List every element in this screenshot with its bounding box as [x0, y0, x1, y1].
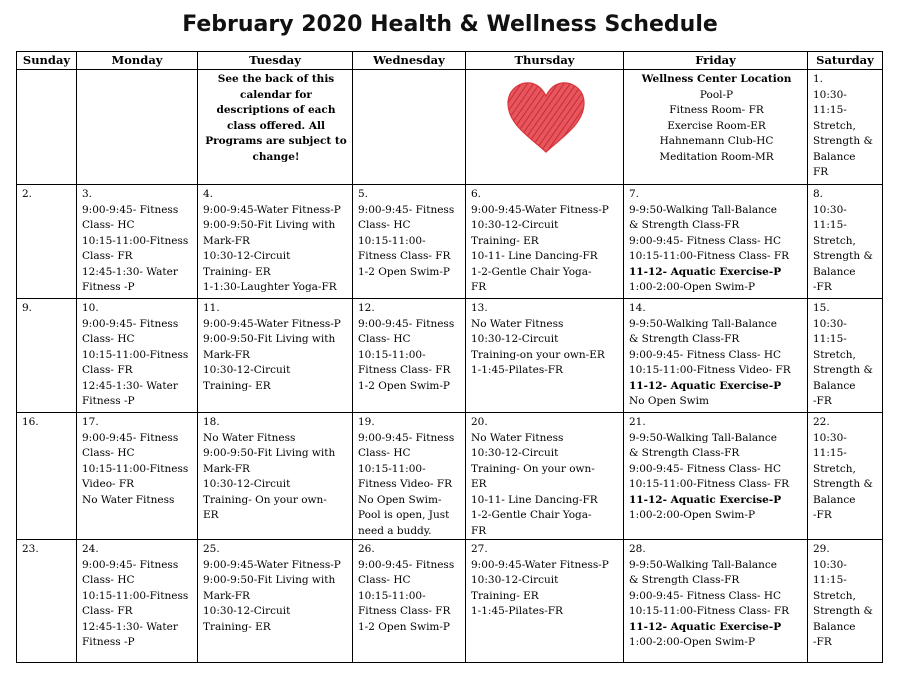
class-entry: 1-1:30-Laughter Yoga-FR	[203, 281, 337, 293]
day-header-saturday: Saturday	[808, 52, 883, 70]
day-cell-tuesday	[198, 540, 353, 663]
class-entry: Training- ER	[471, 589, 539, 602]
class-entry: Balance	[813, 379, 856, 392]
day-number: 28.	[629, 543, 646, 555]
class-entry: 10:15-11:00-	[358, 462, 426, 475]
class-entry: Strength &	[813, 364, 873, 376]
day-number: 6.	[471, 188, 482, 200]
day-number: 29.	[813, 543, 830, 555]
class-entry: & Strength Class-FR	[629, 574, 740, 586]
class-entry: 11-12- Aquatic Exercise-P	[629, 379, 782, 392]
class-entry: ER	[471, 478, 487, 490]
day-header-wednesday: Wednesday	[353, 52, 466, 70]
class-entry: 11:15-	[813, 219, 847, 231]
day-number: 25.	[203, 543, 220, 555]
day-cell-monday	[77, 185, 198, 299]
class-entry: 12:45-1:30- Water	[82, 265, 178, 278]
class-entry: 10:30-12-Circuit	[471, 333, 559, 345]
class-entry: Strength &	[813, 135, 873, 147]
class-entry: No Open Swim	[629, 395, 709, 407]
day-cell-monday	[77, 413, 198, 540]
class-entry: Training- ER	[203, 379, 271, 392]
class-entry: Stretch,	[813, 462, 856, 475]
class-entry: -FR	[813, 509, 832, 521]
class-entry: Training- On your own-	[203, 493, 327, 506]
class-entry: 1-2 Open Swim-P	[358, 379, 450, 392]
class-entry: Balance	[813, 620, 856, 633]
day-cell-sunday	[17, 299, 77, 413]
location-item: Hahnemann Club-HC	[659, 135, 774, 147]
schedule-note: See the back of this calendar for descriptions of each class offered. All Programs are subject to change!	[198, 70, 353, 185]
class-entry: 1-2 Open Swim-P	[358, 620, 450, 633]
class-entry: 10:15-11:00-Fitness Class- FR	[629, 478, 790, 490]
class-entry: Balance	[813, 493, 856, 506]
day-cell-thursday	[466, 540, 624, 663]
class-entry: 9:00-9:45- Fitness Class- HC	[629, 462, 782, 475]
class-entry: 10:30-12-Circuit	[203, 364, 291, 376]
location-item: Meditation Room-MR	[659, 150, 774, 163]
class-entry: need a buddy.	[358, 524, 432, 537]
class-entry: 1-2 Open Swim-P	[358, 265, 450, 278]
day-cell-saturday	[808, 299, 883, 413]
day-number: 23.	[22, 543, 39, 555]
day-cell-monday	[77, 299, 198, 413]
heart-cell	[466, 70, 624, 185]
class-entry: Mark-FR	[203, 462, 250, 475]
class-entry: FR	[471, 281, 487, 293]
class-entry: 9:00-9:45-Water Fitness-P	[471, 203, 609, 216]
class-entry: 9:00-9:45-Water Fitness-P	[203, 203, 341, 216]
class-entry: 9-9:50-Walking Tall-Balance	[629, 558, 777, 571]
day-number: 8.	[813, 188, 824, 200]
class-entry: 9:00-9:45- Fitness	[82, 203, 179, 216]
class-entry: 9:00-9:45- Fitness	[358, 431, 455, 444]
class-entry: 10:15-11:00-Fitness	[82, 234, 189, 247]
class-entry: 9:00-9:45- Fitness	[82, 431, 179, 444]
class-entry: 10:30-	[813, 317, 847, 330]
class-entry: 10:30-12-Circuit	[471, 219, 559, 231]
class-entry: 10:15-11:00-	[358, 589, 426, 602]
class-entry: Stretch,	[813, 348, 856, 361]
week-row	[17, 70, 883, 185]
class-entry: 11:15-	[813, 447, 847, 459]
class-entry: Balance	[813, 150, 856, 163]
class-entry: Fitness Class- FR	[358, 605, 451, 617]
class-entry: 11:15-	[813, 574, 847, 586]
class-entry: 1:00-2:00-Open Swim-P	[629, 281, 756, 293]
day-number: 14.	[629, 302, 646, 314]
class-entry: ER	[203, 509, 219, 521]
day-number: 3.	[82, 188, 93, 200]
class-entry: 10:15-11:00-Fitness	[82, 462, 189, 475]
class-entry: Video- FR	[82, 478, 135, 490]
class-entry: No Water Fitness	[471, 431, 564, 444]
day-number: 5.	[358, 188, 369, 200]
class-entry: FR	[471, 524, 487, 537]
day-cell-sunday	[17, 185, 77, 299]
day-cell-saturday	[808, 185, 883, 299]
day-cell-thursday	[466, 413, 624, 540]
class-entry: 1-1:45-Pilates-FR	[471, 364, 563, 376]
class-entry: Stretch,	[813, 234, 856, 247]
class-entry: Training- ER	[203, 265, 271, 278]
location-item: Fitness Room- FR	[669, 104, 764, 116]
class-entry: Fitness Class- FR	[358, 250, 451, 262]
day-cell-saturday	[808, 540, 883, 663]
class-entry: Class- FR	[82, 364, 133, 376]
empty-day-cell	[353, 70, 466, 185]
day-number: 18.	[203, 416, 220, 428]
page-title: February 2020 Health & Wellness Schedule	[182, 12, 718, 37]
day-number: 10.	[82, 302, 99, 314]
day-number: 26.	[358, 543, 375, 555]
week-row	[17, 299, 883, 413]
class-entry: Stretch,	[813, 119, 856, 132]
day-header-tuesday: Tuesday	[198, 52, 353, 70]
class-entry: 10:15-11:00-Fitness	[82, 589, 189, 602]
class-entry: 11:15-	[813, 104, 847, 116]
day-number: 9.	[22, 302, 33, 314]
class-entry: Training- ER	[471, 234, 539, 247]
class-entry: 9:00-9:45-Water Fitness-P	[203, 317, 341, 330]
class-entry: 10:15-11:00-Fitness Video- FR	[629, 364, 791, 376]
class-entry: Mark-FR	[203, 589, 250, 602]
day-cell-wednesday	[353, 413, 466, 540]
class-entry: No Open Swim-	[358, 493, 442, 506]
day-number: 20.	[471, 416, 488, 428]
weekday-header-row	[17, 52, 883, 70]
class-entry: 9:00-9:45- Fitness	[358, 558, 455, 571]
class-entry: 10-11- Line Dancing-FR	[471, 250, 598, 262]
location-item: Exercise Room-ER	[667, 119, 766, 132]
week-row	[17, 185, 883, 299]
day-cell-friday	[624, 413, 808, 540]
class-entry: 11-12- Aquatic Exercise-P	[629, 265, 782, 278]
day-cell-sunday	[17, 413, 77, 540]
day-cell-friday	[624, 540, 808, 663]
class-entry: 9:00-9:45- Fitness	[82, 558, 179, 571]
day-number: 2.	[22, 188, 33, 200]
day-cell-wednesday	[353, 185, 466, 299]
class-entry: Class- FR	[82, 605, 133, 617]
class-entry: 10:30-	[813, 88, 847, 101]
class-entry: & Strength Class-FR	[629, 333, 740, 345]
location-legend-title: Wellness Center Location	[641, 73, 792, 85]
class-entry: 10:30-12-Circuit	[203, 478, 291, 490]
class-entry: 10:15-11:00-Fitness Class- FR	[629, 250, 790, 262]
class-entry: 9:00-9:45- Fitness Class- HC	[629, 348, 782, 361]
class-entry: 10:30-12-Circuit	[471, 574, 559, 586]
day-header-thursday: Thursday	[466, 52, 624, 70]
class-entry: & Strength Class-FR	[629, 219, 740, 231]
day-cell-monday	[77, 540, 198, 663]
class-entry: FR	[813, 166, 829, 178]
class-entry: Class- HC	[82, 447, 135, 459]
day-cell-friday	[624, 299, 808, 413]
class-entry: 9:00-9:45-Water Fitness-P	[471, 558, 609, 571]
class-entry: No Water Fitness	[203, 431, 296, 444]
class-entry: 9:00-9:45- Fitness	[82, 317, 179, 330]
class-entry: 1-1:45-Pilates-FR	[471, 605, 563, 617]
day-number: 16.	[22, 416, 39, 428]
class-entry: 9-9:50-Walking Tall-Balance	[629, 431, 777, 444]
class-entry: Strength &	[813, 605, 873, 617]
class-entry: 10:30-	[813, 203, 847, 216]
class-entry: 9:00-9:45- Fitness	[358, 317, 455, 330]
day-number: 12.	[358, 302, 375, 314]
day-number: 13.	[471, 302, 488, 314]
class-entry: -FR	[813, 395, 832, 407]
class-entry: Fitness -P	[82, 395, 135, 407]
day-cell-tuesday	[198, 185, 353, 299]
class-entry: 10:15-11:00-	[358, 234, 426, 247]
class-entry: Class- FR	[82, 250, 133, 262]
day-cell-wednesday	[353, 540, 466, 663]
class-entry: 1:00-2:00-Open Swim-P	[629, 509, 756, 521]
class-entry: 1:00-2:00-Open Swim-P	[629, 636, 756, 648]
class-entry: Mark-FR	[203, 348, 250, 361]
class-entry: Class- HC	[82, 219, 135, 231]
class-entry: 9-9:50-Walking Tall-Balance	[629, 317, 777, 330]
class-entry: Class- HC	[358, 574, 411, 586]
schedule-calendar	[16, 51, 883, 663]
class-entry: Training- ER	[203, 620, 271, 633]
day-number: 15.	[813, 302, 830, 314]
class-entry: 11-12- Aquatic Exercise-P	[629, 493, 782, 506]
day-cell	[808, 70, 883, 185]
class-entry: 10:15-11:00-	[358, 348, 426, 361]
class-entry: Fitness -P	[82, 281, 135, 293]
class-entry: -FR	[813, 281, 832, 293]
class-entry: Strength &	[813, 478, 873, 490]
day-cell-saturday	[808, 413, 883, 540]
class-entry: 9:00-9:50-Fit Living with	[203, 447, 336, 459]
day-number: 27.	[471, 543, 488, 555]
location-legend	[624, 70, 808, 185]
class-entry: 10:15-11:00-Fitness	[82, 348, 189, 361]
class-entry: 11-12- Aquatic Exercise-P	[629, 620, 782, 633]
class-entry: Pool is open, Just	[358, 509, 450, 521]
class-entry: 9-9:50-Walking Tall-Balance	[629, 203, 777, 216]
class-entry: Class- HC	[82, 333, 135, 345]
day-cell-thursday	[466, 299, 624, 413]
class-entry: 10:30-12-Circuit	[203, 250, 291, 262]
day-cell-tuesday	[198, 413, 353, 540]
class-entry: 10:30-	[813, 558, 847, 571]
class-entry: 12:45-1:30- Water	[82, 379, 178, 392]
class-entry: 11:15-	[813, 333, 847, 345]
class-entry: 10-11- Line Dancing-FR	[471, 493, 598, 506]
class-entry: 9:00-9:50-Fit Living with	[203, 333, 336, 345]
day-number: 24.	[82, 543, 99, 555]
class-entry: Fitness Class- FR	[358, 364, 451, 376]
day-number: 19.	[358, 416, 375, 428]
class-entry: 1-2-Gentle Chair Yoga-	[471, 265, 592, 278]
class-entry: 10:30-12-Circuit	[203, 605, 291, 617]
day-number: 7.	[629, 188, 640, 200]
class-entry: Training- On your own-	[471, 462, 595, 475]
empty-day-cell	[17, 70, 77, 185]
day-number: 11.	[203, 302, 220, 314]
class-entry: Stretch,	[813, 589, 856, 602]
class-entry: 9:00-9:50-Fit Living with	[203, 219, 336, 231]
class-entry: Mark-FR	[203, 234, 250, 247]
class-entry: Fitness -P	[82, 636, 135, 648]
week-row	[17, 540, 883, 663]
empty-day-cell	[77, 70, 198, 185]
class-entry: Class- HC	[82, 574, 135, 586]
day-header-sunday: Sunday	[17, 52, 77, 70]
day-number: 17.	[82, 416, 99, 428]
class-entry: 10:30-12-Circuit	[471, 447, 559, 459]
class-entry: Training-on your own-ER	[471, 348, 605, 361]
class-entry: 1-2-Gentle Chair Yoga-	[471, 509, 592, 521]
class-entry: Class- HC	[358, 333, 411, 345]
location-item: Pool-P	[699, 88, 734, 101]
class-entry: 9:00-9:45- Fitness	[358, 203, 455, 216]
heart-icon	[505, 80, 587, 154]
class-entry: 9:00-9:50-Fit Living with	[203, 574, 336, 586]
class-entry: No Water Fitness	[82, 493, 175, 506]
class-entry: -FR	[813, 636, 832, 648]
day-cell-sunday	[17, 540, 77, 663]
class-entry: 10:15-11:00-Fitness Class- FR	[629, 605, 790, 617]
class-entry: Balance	[813, 265, 856, 278]
day-header-monday: Monday	[77, 52, 198, 70]
class-entry: Strength &	[813, 250, 873, 262]
day-cell-tuesday	[198, 299, 353, 413]
day-number: 1.	[813, 73, 824, 85]
day-number: 4.	[203, 188, 214, 200]
class-entry: Class- HC	[358, 219, 411, 231]
day-number: 21.	[629, 416, 646, 428]
class-entry: & Strength Class-FR	[629, 447, 740, 459]
class-entry: 9:00-9:45- Fitness Class- HC	[629, 234, 782, 247]
day-number: 22.	[813, 416, 830, 428]
day-cell-friday	[624, 185, 808, 299]
day-header-friday: Friday	[624, 52, 808, 70]
class-entry: Class- HC	[358, 447, 411, 459]
class-entry: 9:00-9:45-Water Fitness-P	[203, 558, 341, 571]
class-entry: No Water Fitness	[471, 317, 564, 330]
day-cell-wednesday	[353, 299, 466, 413]
day-cell-thursday	[466, 185, 624, 299]
class-entry: 9:00-9:45- Fitness Class- HC	[629, 589, 782, 602]
week-row	[17, 413, 883, 540]
class-entry: 12:45-1:30- Water	[82, 620, 178, 633]
class-entry: Fitness Video- FR	[358, 478, 453, 490]
class-entry: 10:30-	[813, 431, 847, 444]
